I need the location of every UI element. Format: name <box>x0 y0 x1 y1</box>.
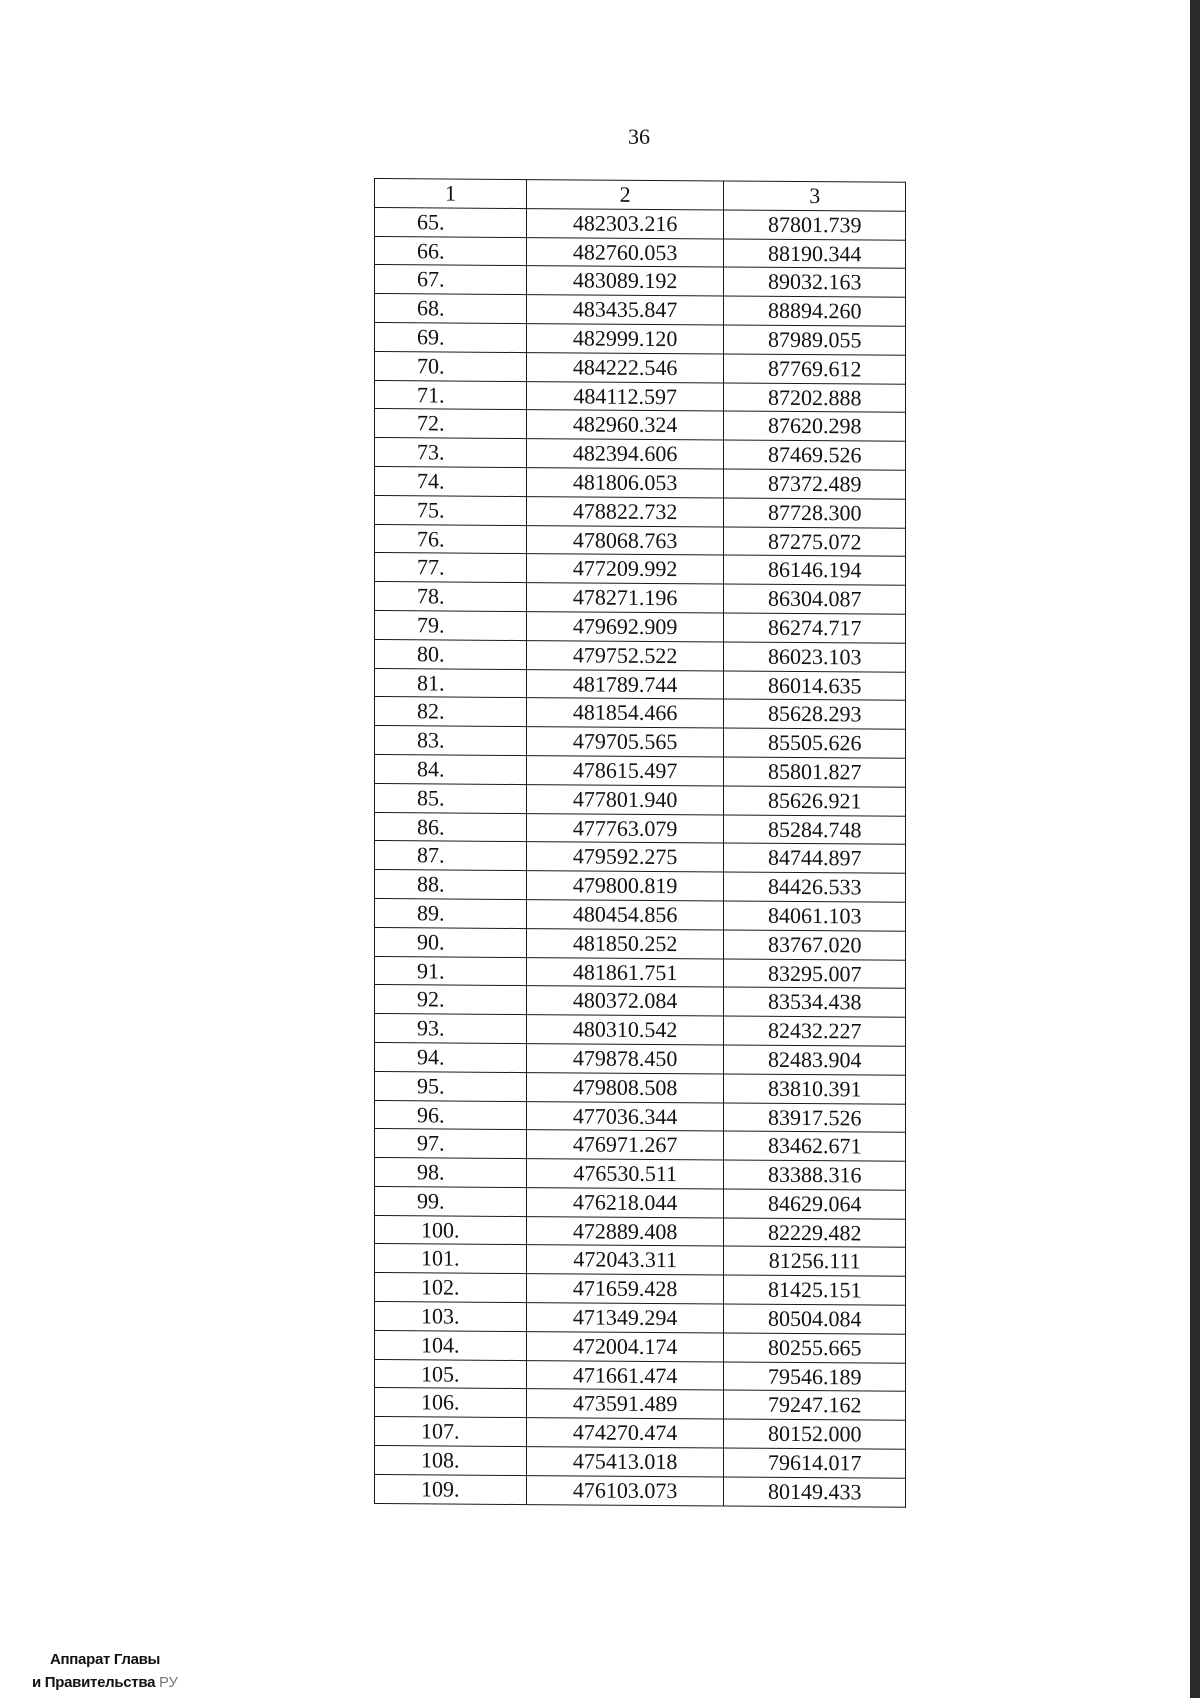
x-coordinate-cell: 479705.565 <box>526 727 724 757</box>
y-coordinate-cell: 88190.344 <box>724 239 906 269</box>
y-coordinate-cell: 86023.103 <box>724 642 906 672</box>
x-coordinate-cell: 479692.909 <box>526 612 724 642</box>
table-row <box>375 812 906 845</box>
x-coordinate-cell: 482303.216 <box>526 208 724 238</box>
x-coordinate-cell: 471661.474 <box>526 1360 724 1390</box>
point-number-cell: 76. <box>375 524 527 554</box>
y-coordinate-cell: 83295.007 <box>724 958 906 988</box>
y-coordinate-cell: 85628.293 <box>724 699 906 729</box>
table-row <box>375 1042 906 1075</box>
y-coordinate-cell: 84061.103 <box>724 901 906 931</box>
x-coordinate-cell: 479878.450 <box>526 1043 724 1073</box>
table-row <box>375 1100 906 1133</box>
y-coordinate-cell: 87372.489 <box>724 469 906 499</box>
y-coordinate-cell: 87275.072 <box>724 527 906 557</box>
point-number-cell: 77. <box>375 553 527 583</box>
point-number-cell: 105. <box>375 1359 527 1389</box>
table-row <box>375 1302 906 1335</box>
y-coordinate-cell: 85505.626 <box>724 728 906 758</box>
x-coordinate-cell: 482960.324 <box>526 410 724 440</box>
point-number-cell: 100. <box>375 1215 527 1245</box>
point-number-cell: 96. <box>375 1100 527 1130</box>
table-row <box>375 380 906 413</box>
table-row <box>375 1071 906 1104</box>
x-coordinate-cell: 480454.856 <box>526 899 724 929</box>
table-row <box>375 639 906 672</box>
y-coordinate-cell: 86304.087 <box>724 584 906 614</box>
y-coordinate-cell: 87469.526 <box>724 440 906 470</box>
table-row <box>375 294 906 327</box>
stamp-line-1: Аппарат Главы <box>50 1651 161 1668</box>
point-number-cell: 104. <box>375 1330 527 1360</box>
table-row <box>375 236 906 269</box>
column-header-2: 2 <box>526 180 724 210</box>
point-number-cell: 102. <box>375 1273 527 1303</box>
point-number-cell: 84. <box>375 754 527 784</box>
point-number-cell: 92. <box>375 985 527 1015</box>
y-coordinate-cell: 87728.300 <box>724 498 906 528</box>
point-number-cell: 97. <box>375 1129 527 1159</box>
table-row <box>375 207 906 240</box>
table-header-row <box>375 179 906 212</box>
x-coordinate-cell: 476530.511 <box>526 1159 724 1189</box>
x-coordinate-cell: 476218.044 <box>526 1187 724 1217</box>
y-coordinate-cell: 82229.482 <box>724 1218 906 1248</box>
x-coordinate-cell: 482760.053 <box>526 237 724 267</box>
table-row <box>375 466 906 499</box>
y-coordinate-cell: 89032.163 <box>724 267 906 297</box>
coordinates-table <box>374 178 906 1507</box>
table-row <box>375 1215 906 1248</box>
table-row <box>375 1359 906 1392</box>
table-row <box>375 668 906 701</box>
y-coordinate-cell: 87769.612 <box>724 354 906 384</box>
table-row <box>375 870 906 903</box>
x-coordinate-cell: 482394.606 <box>526 439 724 469</box>
x-coordinate-cell: 480310.542 <box>526 1015 724 1045</box>
y-coordinate-cell: 86146.194 <box>724 555 906 585</box>
point-number-cell: 90. <box>375 927 527 957</box>
point-number-cell: 65. <box>375 207 527 237</box>
table-row <box>375 322 906 355</box>
point-number-cell: 93. <box>375 1014 527 1044</box>
y-coordinate-cell: 83388.316 <box>724 1160 906 1190</box>
y-coordinate-cell: 86274.717 <box>724 613 906 643</box>
y-coordinate-cell: 84744.897 <box>724 843 906 873</box>
x-coordinate-cell: 478068.763 <box>526 525 724 555</box>
x-coordinate-cell: 481861.751 <box>526 957 724 987</box>
point-number-cell: 78. <box>375 582 527 612</box>
y-coordinate-cell: 81425.151 <box>724 1275 906 1305</box>
point-number-cell: 85. <box>375 783 527 813</box>
point-number-cell: 80. <box>375 639 527 669</box>
x-coordinate-cell: 484222.546 <box>526 352 724 382</box>
table-row <box>375 1388 906 1421</box>
point-number-cell: 68. <box>375 294 527 324</box>
table-row <box>375 265 906 298</box>
point-number-cell: 101. <box>375 1244 527 1274</box>
table-row <box>375 726 906 759</box>
x-coordinate-cell: 477801.940 <box>526 784 724 814</box>
point-number-cell: 74. <box>375 466 527 496</box>
y-coordinate-cell: 87620.298 <box>724 411 906 441</box>
y-coordinate-cell: 86014.635 <box>724 670 906 700</box>
x-coordinate-cell: 473591.489 <box>526 1389 724 1419</box>
column-header-3: 3 <box>724 181 906 211</box>
table-row <box>375 524 906 557</box>
y-coordinate-cell: 87202.888 <box>724 383 906 413</box>
y-coordinate-cell: 80504.084 <box>724 1304 906 1334</box>
y-coordinate-cell: 85801.827 <box>724 757 906 787</box>
x-coordinate-cell: 481850.252 <box>526 928 724 958</box>
table-row <box>375 1417 906 1450</box>
point-number-cell: 88. <box>375 870 527 900</box>
point-number-cell: 75. <box>375 495 527 525</box>
point-number-cell: 66. <box>375 236 527 266</box>
point-number-cell: 83. <box>375 726 527 756</box>
table-row <box>375 1014 906 1047</box>
x-coordinate-cell: 472004.174 <box>526 1331 724 1361</box>
x-coordinate-cell: 483435.847 <box>526 295 724 325</box>
table-row <box>375 409 906 442</box>
x-coordinate-cell: 477763.079 <box>526 813 724 843</box>
page-number: 36 <box>628 124 650 149</box>
y-coordinate-cell: 79614.017 <box>724 1448 906 1478</box>
point-number-cell: 107. <box>375 1417 527 1447</box>
stamp-line-2 <box>32 1671 178 1694</box>
x-coordinate-cell: 479752.522 <box>526 640 724 670</box>
table-row <box>375 1330 906 1363</box>
table-row <box>375 754 906 787</box>
table-body <box>375 207 906 1507</box>
y-coordinate-cell: 79546.189 <box>724 1362 906 1392</box>
table-row <box>375 1186 906 1219</box>
y-coordinate-cell: 83534.438 <box>724 987 906 1017</box>
y-coordinate-cell: 85284.748 <box>724 814 906 844</box>
point-number-cell: 86. <box>375 812 527 842</box>
y-coordinate-cell: 87801.739 <box>724 210 906 240</box>
y-coordinate-cell: 83917.526 <box>724 1102 906 1132</box>
x-coordinate-cell: 477209.992 <box>526 554 724 584</box>
point-number-cell: 69. <box>375 322 527 352</box>
y-coordinate-cell: 81256.111 <box>724 1246 906 1276</box>
table-row <box>375 985 906 1018</box>
scan-right-edge <box>1190 0 1200 1698</box>
point-number-cell: 99. <box>375 1186 527 1216</box>
table-row <box>375 438 906 471</box>
y-coordinate-cell: 84629.064 <box>724 1189 906 1219</box>
y-coordinate-cell: 87989.055 <box>724 325 906 355</box>
point-number-cell: 89. <box>375 898 527 928</box>
point-number-cell: 103. <box>375 1302 527 1332</box>
table-row <box>375 553 906 586</box>
x-coordinate-cell: 476971.267 <box>526 1130 724 1160</box>
table-row <box>375 1474 906 1507</box>
table-row <box>375 841 906 874</box>
x-coordinate-cell: 483089.192 <box>526 266 724 296</box>
point-number-cell: 95. <box>375 1071 527 1101</box>
y-coordinate-cell: 80149.433 <box>724 1477 906 1507</box>
x-coordinate-cell: 481789.744 <box>526 669 724 699</box>
x-coordinate-cell: 478271.196 <box>526 583 724 613</box>
table-row <box>375 495 906 528</box>
x-coordinate-cell: 479592.275 <box>526 842 724 872</box>
table-row <box>375 1446 906 1479</box>
point-number-cell: 108. <box>375 1446 527 1476</box>
point-number-cell: 71. <box>375 380 527 410</box>
point-number-cell: 94. <box>375 1042 527 1072</box>
x-coordinate-cell: 471349.294 <box>526 1303 724 1333</box>
y-coordinate-cell: 83767.020 <box>724 930 906 960</box>
x-coordinate-cell: 479808.508 <box>526 1072 724 1102</box>
x-coordinate-cell: 481806.053 <box>526 468 724 498</box>
x-coordinate-cell: 480372.084 <box>526 986 724 1016</box>
x-coordinate-cell: 472889.408 <box>526 1216 724 1246</box>
point-number-cell: 87. <box>375 841 527 871</box>
x-coordinate-cell: 481854.466 <box>526 698 724 728</box>
x-coordinate-cell: 478615.497 <box>526 756 724 786</box>
table-row <box>375 582 906 615</box>
table-row <box>375 697 906 730</box>
y-coordinate-cell: 83810.391 <box>724 1074 906 1104</box>
column-header-1: 1 <box>375 179 527 209</box>
y-coordinate-cell: 80152.000 <box>724 1419 906 1449</box>
x-coordinate-cell: 476103.073 <box>526 1475 724 1505</box>
y-coordinate-cell: 84426.533 <box>724 872 906 902</box>
x-coordinate-cell: 471659.428 <box>526 1274 724 1304</box>
y-coordinate-cell: 80255.665 <box>724 1333 906 1363</box>
y-coordinate-cell: 82483.904 <box>724 1045 906 1075</box>
table-row <box>375 351 906 384</box>
x-coordinate-cell: 475413.018 <box>526 1447 724 1477</box>
table-row <box>375 783 906 816</box>
stamp-line-2-faded: РУ <box>155 1674 178 1691</box>
table-row <box>375 898 906 931</box>
y-coordinate-cell: 88894.260 <box>724 296 906 326</box>
point-number-cell: 81. <box>375 668 527 698</box>
stamp <box>32 1648 178 1694</box>
y-coordinate-cell: 79247.162 <box>724 1390 906 1420</box>
x-coordinate-cell: 479800.819 <box>526 871 724 901</box>
stamp-line-2-text: и Правительства <box>32 1674 156 1691</box>
table-row <box>375 1244 906 1277</box>
table-row <box>375 1158 906 1191</box>
table-row <box>375 927 906 960</box>
x-coordinate-cell: 477036.344 <box>526 1101 724 1131</box>
table-row <box>375 956 906 989</box>
y-coordinate-cell: 82432.227 <box>724 1016 906 1046</box>
point-number-cell: 79. <box>375 610 527 640</box>
point-number-cell: 67. <box>375 265 527 295</box>
x-coordinate-cell: 474270.474 <box>526 1418 724 1448</box>
point-number-cell: 91. <box>375 956 527 986</box>
table-row <box>375 1273 906 1306</box>
point-number-cell: 73. <box>375 438 527 468</box>
x-coordinate-cell: 482999.120 <box>526 324 724 354</box>
table-row <box>375 610 906 643</box>
point-number-cell: 98. <box>375 1158 527 1188</box>
point-number-cell: 106. <box>375 1388 527 1418</box>
point-number-cell: 70. <box>375 351 527 381</box>
y-coordinate-cell: 83462.671 <box>724 1131 906 1161</box>
table-row <box>375 1129 906 1162</box>
point-number-cell: 72. <box>375 409 527 439</box>
x-coordinate-cell: 478822.732 <box>526 496 724 526</box>
x-coordinate-cell: 484112.597 <box>526 381 724 411</box>
x-coordinate-cell: 472043.311 <box>526 1245 724 1275</box>
y-coordinate-cell: 85626.921 <box>724 786 906 816</box>
point-number-cell: 109. <box>375 1474 527 1504</box>
point-number-cell: 82. <box>375 697 527 727</box>
